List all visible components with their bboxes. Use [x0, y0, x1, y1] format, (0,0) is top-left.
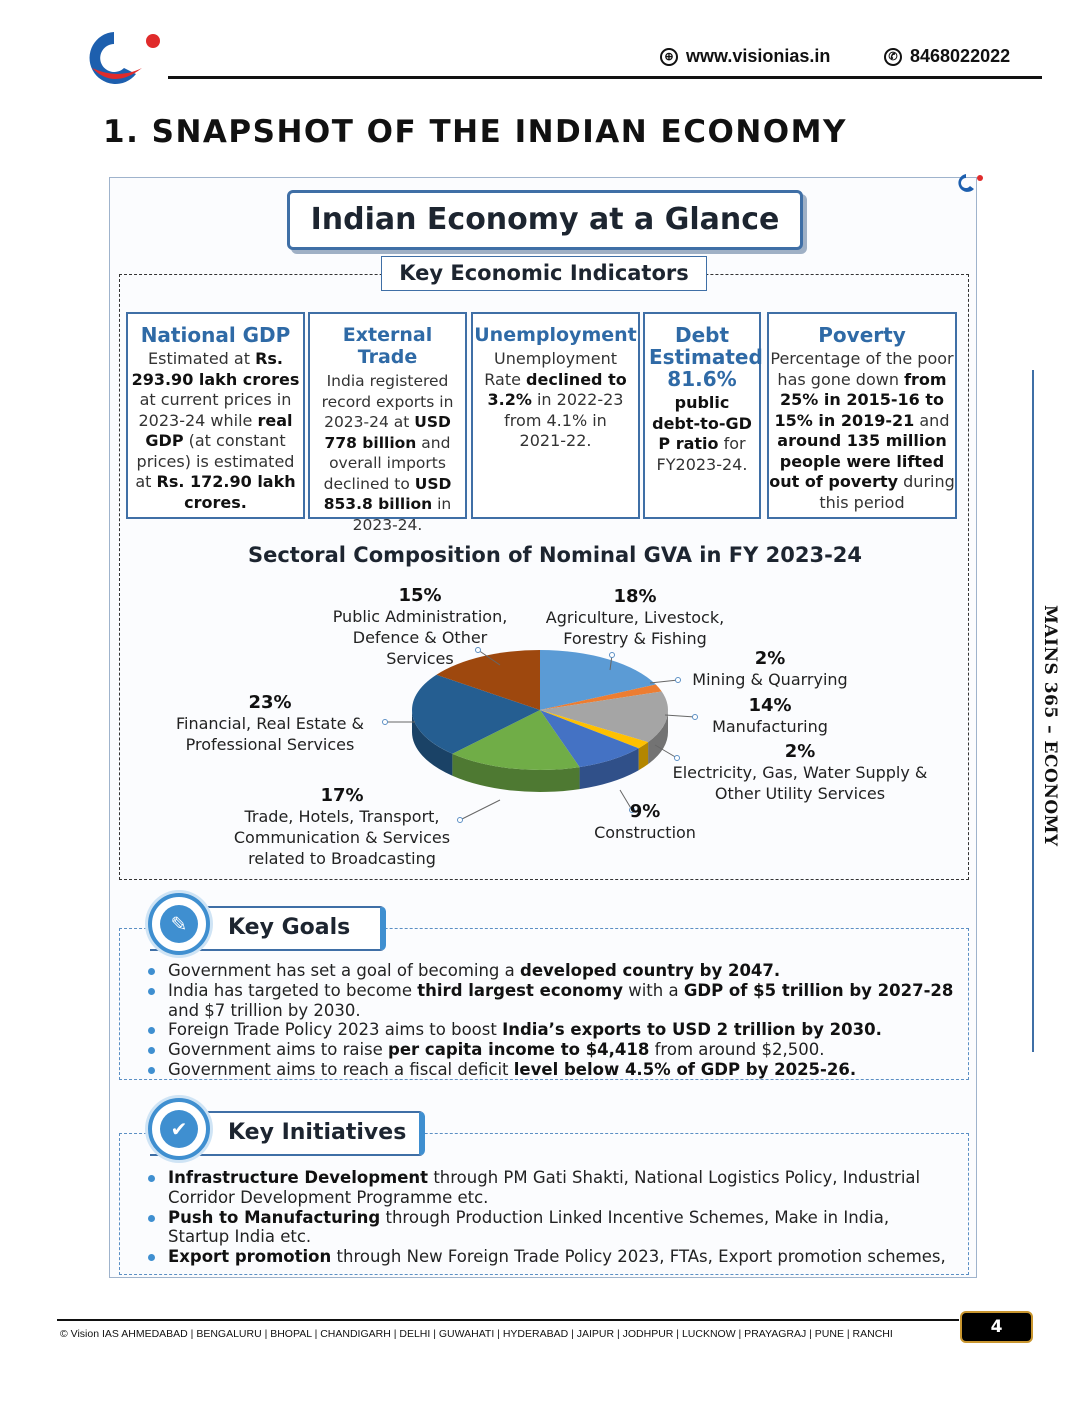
indicator-text: India registered record exports in 2023-24 at USD 778 billion and overall imports declined to USD 853.8 billion in 2023-24. — [321, 372, 454, 534]
label-text: Mining & Quarrying — [692, 670, 848, 689]
phone-text: 8468022022 — [910, 46, 1011, 66]
leader-line — [650, 680, 678, 683]
pct: 14% — [748, 695, 792, 716]
pct: 23% — [248, 692, 292, 713]
leader-line — [460, 800, 500, 820]
label-agriculture — [535, 586, 735, 649]
goals-document-icon: ✎ — [148, 893, 210, 955]
goal-item: Government has set a goal of becoming a developed country by 2047. — [148, 961, 958, 981]
label-manufacturing — [700, 695, 840, 737]
initiative-item: Export promotion through New Foreign Trade Policy 2023, FTAs, Export promotion schemes, — [148, 1247, 948, 1267]
label-text: Public Administration, Defence & Other Services — [332, 607, 508, 668]
indicator-title: National GDP — [140, 323, 291, 347]
side-label: MAINS 365 – ECONOMY — [1040, 605, 1060, 847]
leader-line — [665, 715, 695, 717]
leader-dot — [383, 720, 388, 725]
pct: 18% — [613, 586, 657, 607]
website-text: www.visionias.in — [686, 46, 831, 66]
label-financial — [165, 692, 375, 755]
leader-dot — [610, 653, 615, 658]
label-text: Financial, Real Estate & Professional Services — [175, 714, 364, 754]
initiative-item: Push to Manufacturing through Production Linked Incentive Schemes, Make in India, Startup India etc. — [148, 1208, 948, 1248]
goal-item: Government aims to raise per capita income to $4,418 from around $2,500. — [148, 1040, 958, 1060]
page-number: 4 — [960, 1311, 1033, 1343]
whatsapp-icon: ✆ — [884, 48, 902, 66]
label-trade — [222, 785, 462, 869]
pct: 2% — [784, 741, 816, 762]
indicator-text: Estimated at Rs. 293.90 lakh crores at current prices in 2023-24 while real GDP (at constant prices) is estimated at Rs. 172.90 lakh crores. — [131, 349, 300, 512]
page-title: 1. SNAPSHOT OF THE INDIAN ECONOMY — [103, 114, 847, 150]
infographic-title: Indian Economy at a Glance — [287, 190, 803, 250]
pct: 17% — [320, 785, 364, 806]
indicator-title: Poverty — [818, 323, 906, 347]
label-text: Manufacturing — [712, 717, 828, 736]
label-construction — [580, 801, 710, 843]
goal-item: Government aims to reach a fiscal deficit level below 4.5% of GDP by 2025-26. — [148, 1060, 958, 1080]
footer-divider — [57, 1319, 959, 1321]
indicator-text: public debt-to-GD P ratio for FY2023-24. — [652, 393, 752, 474]
indicator-text: Unemployment Rate declined to 3.2% in 2022-23 from 4.1% in 2021-22. — [484, 349, 627, 450]
label-text: Trade, Hotels, Transport, Communication & Services related to Broadcasting — [233, 807, 451, 868]
label-mining — [680, 648, 860, 690]
key-goals-list — [148, 961, 958, 1080]
key-initiatives-list — [148, 1168, 948, 1267]
key-initiatives-heading: Key Initiatives — [150, 1111, 425, 1156]
indicator-title: External Trade — [342, 324, 433, 368]
initiatives-checklist-icon: ✔ — [148, 1098, 210, 1160]
side-divider — [1032, 370, 1034, 1052]
key-goals-heading: Key Goals — [150, 906, 386, 951]
pct: 15% — [398, 585, 442, 606]
leader-dot — [693, 715, 698, 720]
indicator-title: Debt Estimated 81.6% — [649, 323, 763, 391]
label-text: Agriculture, Livestock, Forestry & Fishing — [545, 608, 725, 648]
label-text: Construction — [594, 823, 696, 842]
goal-item: Foreign Trade Policy 2023 aims to boost India’s exports to USD 2 trillion by 2030. — [148, 1020, 958, 1040]
label-text: Electricity, Gas, Water Supply & Other Utility Services — [672, 763, 928, 803]
globe-icon: ⊕ — [660, 48, 678, 66]
label-public-admin — [320, 585, 520, 669]
label-electricity — [670, 741, 930, 804]
chart-title: Sectoral Composition of Nominal GVA in FY 2023-24 — [247, 543, 863, 567]
initiative-item: Infrastructure Development through PM Gati Shakti, National Logistics Policy, Industrial Corridor Development Programme etc. — [148, 1168, 948, 1208]
indicator-text: Percentage of the poor has gone down from 25% in 2015-16 to 15% in 2019-21 and around 135 million people were lifted out of poverty during this period — [769, 349, 955, 512]
goal-item: India has targeted to become third largest economy with a GDP of $5 trillion by 2027-28 and $7 trillion by 2030. — [148, 981, 958, 1021]
pct: 2% — [754, 648, 786, 669]
pct: 9% — [629, 801, 661, 822]
indicators-heading: Key Economic Indicators — [381, 256, 707, 291]
footer-text: © Vision IAS AHMEDABAD | BENGALURU | BHOPAL | CHANDIGARH | DELHI | GUWAHATI | HYDERABAD | JAIPUR | JODHPUR | LUCKNOW | PRAYAGRAJ | PUNE | RANCHI — [60, 1328, 893, 1340]
indicator-title: Unemployment — [474, 324, 637, 346]
